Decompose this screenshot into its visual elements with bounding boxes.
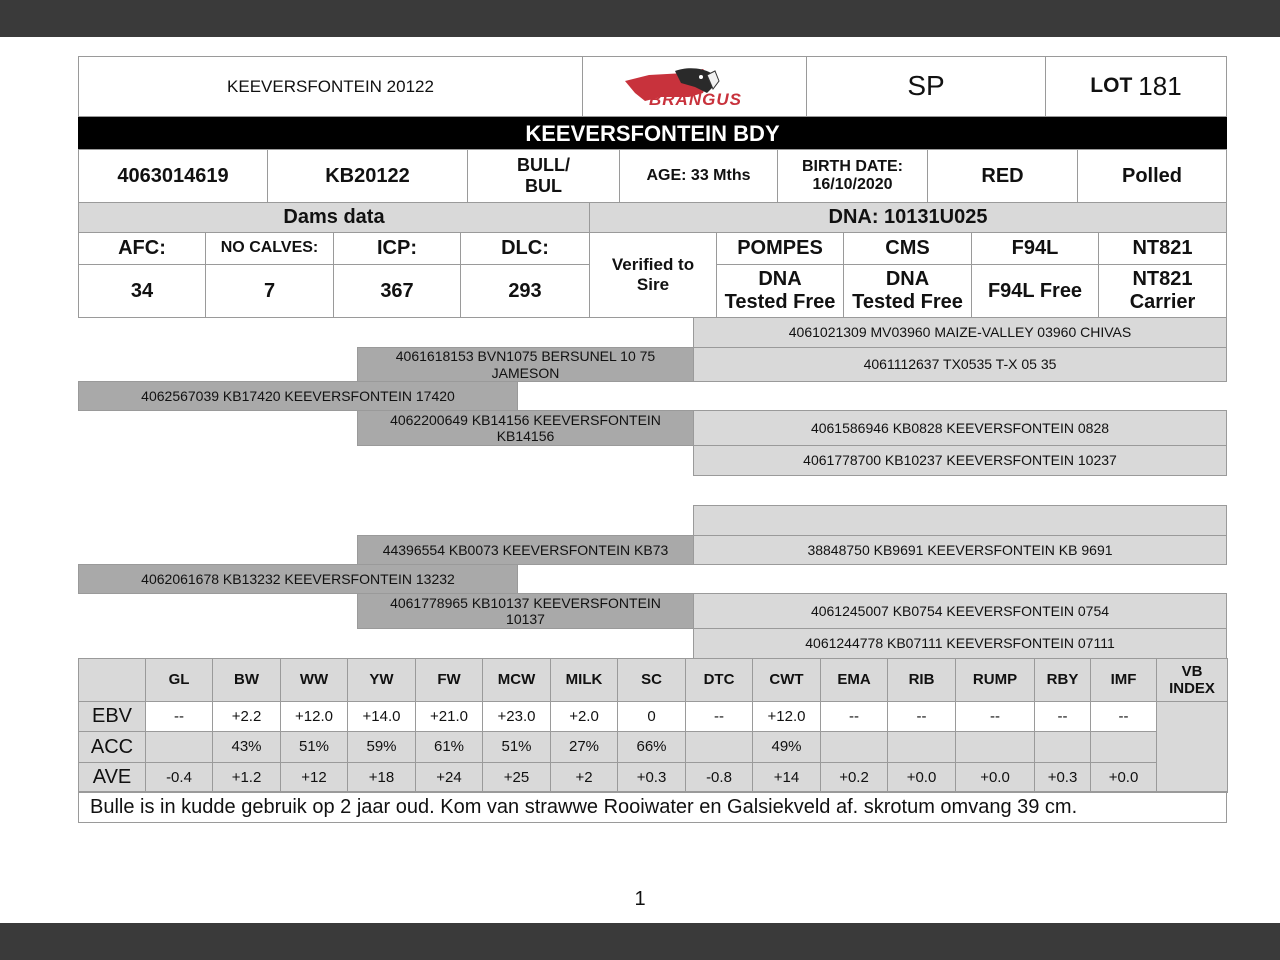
- dna-result-line: DNA: [758, 268, 802, 290]
- sex-line2: BUL: [525, 176, 562, 196]
- birth-value: 16/10/2020: [812, 176, 893, 193]
- dna-result-line: Tested Free: [852, 291, 963, 313]
- ebv-cell: --: [1034, 701, 1091, 732]
- pedigree-sdd: 4061778700 KB10237 KEEVERSFONTEIN 10237: [693, 445, 1227, 476]
- ebv-header-sc: SC: [617, 658, 686, 702]
- pedigree-dam-dam: 4061778965 KB10137 KEEVERSFONTEIN 10137: [357, 593, 694, 629]
- dna-test-nt821: NT821: [1098, 232, 1227, 265]
- dna-title: DNA: 10131U025: [589, 202, 1227, 233]
- ebv-cell: +14.0: [347, 701, 416, 732]
- ebv-row-label: EBV: [78, 701, 146, 732]
- dams-title: Dams data: [78, 202, 590, 233]
- brangus-logo: [582, 56, 807, 117]
- ebv-header-imf: IMF: [1090, 658, 1157, 702]
- ebv-cell: --: [887, 701, 956, 732]
- dna-test-cms: CMS: [843, 232, 972, 265]
- verified-line2: Sire: [636, 275, 670, 294]
- pedigree-dam-sire: 44396554 KB0073 KEEVERSFONTEIN KB73: [357, 535, 694, 565]
- dna-result-line: Tested Free: [724, 291, 836, 313]
- ebv-cell: 61%: [415, 731, 483, 763]
- ebv-cell: --: [820, 701, 888, 732]
- ebv-cell: --: [955, 701, 1035, 732]
- comment: Bulle is in kudde gebruik op 2 jaar oud. Kom van strawwe Rooiwater en Galsiekveld af. skrotum omvang 39 cm.: [78, 791, 1227, 823]
- ebv-cell: +0.0: [887, 762, 956, 793]
- ebv-cell: [955, 731, 1035, 763]
- ebv-cell: +0.3: [1034, 762, 1091, 793]
- dams-value-afc: 34: [78, 264, 206, 318]
- pedigree-ssd: 4061112637 TX0535 T-X 05 35: [693, 347, 1227, 382]
- dna-result-line: F94L Free: [987, 279, 1083, 302]
- dams-value-calves: 7: [205, 264, 334, 318]
- ebv-header-ww: WW: [280, 658, 348, 702]
- ebv-cell: +24: [415, 762, 483, 793]
- dams-label-icp: ICP:: [333, 232, 461, 265]
- ebv-cell: --: [145, 701, 213, 732]
- ebv-cell: +0.0: [1090, 762, 1157, 793]
- viewer-bottom-bar: [0, 923, 1280, 960]
- ebv-row-label: ACC: [78, 731, 146, 763]
- ebv-header-ema: EMA: [820, 658, 888, 702]
- ebv-cell: [887, 731, 956, 763]
- horn-status: Polled: [1077, 149, 1227, 203]
- ebv-cell: +1.2: [212, 762, 281, 793]
- ebv-header-rib: RIB: [887, 658, 956, 702]
- ebv-cell: +23.0: [482, 701, 551, 732]
- ebv-header-vb-index: [1156, 658, 1228, 702]
- age: AGE: 33 Mths: [619, 149, 778, 203]
- ebv-cell: +0.0: [955, 762, 1035, 793]
- pedigree-sire: 4062567039 KB17420 KEEVERSFONTEIN 17420: [78, 381, 518, 411]
- lot-label: LOT: [1090, 74, 1133, 98]
- ebv-cell: +2.0: [550, 701, 618, 732]
- ebv-cell: +14: [752, 762, 821, 793]
- ebv-cell: +21.0: [415, 701, 483, 732]
- ebv-header-bw: BW: [212, 658, 281, 702]
- ebv-cell: [1090, 731, 1157, 763]
- ebv-header-mcw: MCW: [482, 658, 551, 702]
- page-number: 1: [634, 888, 646, 910]
- ebv-cell: 66%: [617, 731, 686, 763]
- ebv-cell: [820, 731, 888, 763]
- ebv-cell: +2.2: [212, 701, 281, 732]
- ebv-cell: +12.0: [752, 701, 821, 732]
- ebv-header-gl: GL: [145, 658, 213, 702]
- ebv-cell: -0.4: [145, 762, 213, 793]
- pedigree-sds: 4061586946 KB0828 KEEVERSFONTEIN 0828: [693, 410, 1227, 446]
- ebv-header-fw: FW: [415, 658, 483, 702]
- viewer-top-bar: [0, 0, 1280, 37]
- ebv-cell: [145, 731, 213, 763]
- ebv-cell: [685, 731, 753, 763]
- ebv-cell: 51%: [482, 731, 551, 763]
- vb-index-line1: VB: [1181, 662, 1203, 680]
- ebv-cell: 0: [617, 701, 686, 732]
- dna-result-pompes: [716, 264, 844, 318]
- ebv-cell: +12.0: [280, 701, 348, 732]
- birth-label: BIRTH DATE:: [801, 157, 904, 175]
- sex: [467, 149, 620, 203]
- ebv-header-dtc: DTC: [685, 658, 753, 702]
- dams-label-afc: AFC:: [78, 232, 206, 265]
- ebv-cell: +0.2: [820, 762, 888, 793]
- dams-value-icp: 367: [333, 264, 461, 318]
- ebv-header-rump: RUMP: [955, 658, 1035, 702]
- vb-index-value: [1156, 701, 1228, 793]
- ebv-header-rby: RBY: [1034, 658, 1091, 702]
- pedigree-ddd: 4061244778 KB07111 KEEVERSFONTEIN 07111: [693, 628, 1227, 659]
- dams-value-dlc: 293: [460, 264, 590, 318]
- herd-id: KB20122: [267, 149, 468, 203]
- pedigree-sss: 4061021309 MV03960 MAIZE-VALLEY 03960 CHIVAS: [693, 317, 1227, 348]
- ebv-cell: 27%: [550, 731, 618, 763]
- ebv-cell: +2: [550, 762, 618, 793]
- dna-result-cms: [843, 264, 972, 318]
- sex-line1: BULL/: [517, 155, 570, 176]
- birth-date: [777, 149, 928, 203]
- dna-result-line: NT821: [1132, 268, 1193, 290]
- grade: SP: [806, 56, 1046, 117]
- ebv-cell: --: [685, 701, 753, 732]
- pedigree-sire-sire: 4061618153 BVN1075 BERSUNEL 10 75 JAMESON: [357, 347, 694, 382]
- ebv-cell: [1034, 731, 1091, 763]
- pedigree-dsd: 38848750 KB9691 KEEVERSFONTEIN KB 9691: [693, 535, 1227, 565]
- ebv-header-corner: [78, 658, 146, 702]
- dna-result-f94l: [971, 264, 1099, 318]
- ebv-cell: +25: [482, 762, 551, 793]
- ebv-row-label: AVE: [78, 762, 146, 793]
- ebv-header-cwt: CWT: [752, 658, 821, 702]
- logo-text: BRANGUS: [649, 90, 742, 109]
- vb-index-line2: INDEX: [1169, 680, 1215, 697]
- verified-to-sire: [589, 232, 717, 318]
- ebv-cell: +12: [280, 762, 348, 793]
- dna-test-f94l: F94L: [971, 232, 1099, 265]
- reg-number: 4063014619: [78, 149, 268, 203]
- ebv-cell: +0.3: [617, 762, 686, 793]
- pedigree-dam: 4062061678 KB13232 KEEVERSFONTEIN 13232: [78, 564, 518, 594]
- ebv-cell: 49%: [752, 731, 821, 763]
- dams-label-dlc: DLC:: [460, 232, 590, 265]
- ebv-cell: 43%: [212, 731, 281, 763]
- dna-result-line: Carrier: [1129, 291, 1196, 313]
- dna-result-nt821: [1098, 264, 1227, 318]
- dna-result-line: DNA: [885, 268, 930, 290]
- lot: [1045, 56, 1227, 117]
- dna-test-pompes: POMPES: [716, 232, 844, 265]
- pedigree-sire-dam: 4062200649 KB14156 KEEVERSFONTEIN KB14156: [357, 410, 694, 446]
- pedigree-dss: [693, 505, 1227, 536]
- ebv-cell: 51%: [280, 731, 348, 763]
- ebv-cell: 59%: [347, 731, 416, 763]
- ebv-header-yw: YW: [347, 658, 416, 702]
- ebv-cell: --: [1090, 701, 1157, 732]
- ebv-header-milk: MILK: [550, 658, 618, 702]
- dams-label-calves: NO CALVES:: [205, 232, 334, 265]
- ebv-cell: +18: [347, 762, 416, 793]
- pedigree-dds: 4061245007 KB0754 KEEVERSFONTEIN 0754: [693, 593, 1227, 629]
- farm-code: KEEVERSFONTEIN 20122: [78, 56, 583, 117]
- ebv-cell: -0.8: [685, 762, 753, 793]
- verified-line1: Verified to: [611, 255, 695, 275]
- lot-number: 181: [1138, 70, 1182, 101]
- animal-name: KEEVERSFONTEIN BDY: [78, 117, 1227, 150]
- colour: RED: [927, 149, 1078, 203]
